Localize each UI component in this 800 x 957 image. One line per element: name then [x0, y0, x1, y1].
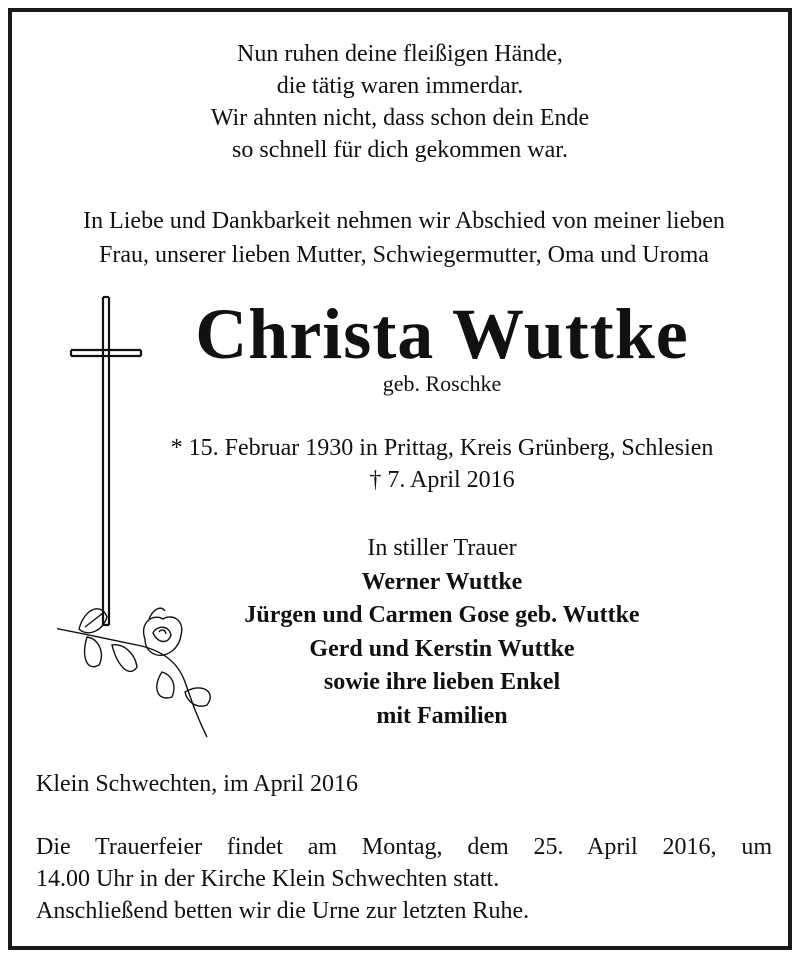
- deceased-name: Christa Wuttke: [195, 294, 689, 374]
- memorial-poem: [12, 38, 788, 166]
- life-dates: [112, 432, 772, 496]
- farewell-intro: [36, 204, 772, 272]
- notice-line: Anschließend betten wir die Urne zur letzten Ruhe.: [36, 898, 530, 924]
- poem-line: die tätig waren immerdar.: [276, 73, 524, 99]
- intro-line: Frau, unserer lieben Mutter, Schwiegermutter, Oma und Uroma: [99, 242, 709, 268]
- poem-line: Wir ahnten nicht, dass schon dein Ende: [210, 105, 590, 131]
- obituary-frame: [8, 8, 792, 950]
- mourning-heading: In stiller Trauer: [367, 535, 517, 561]
- place-and-date: Klein Schwechten, im April 2016: [36, 771, 358, 797]
- notice-line: Die Trauerfeier findet am Montag, dem 25. April 2016, um: [36, 834, 772, 860]
- death-date: † 7. April 2016: [369, 467, 515, 493]
- notice-line: 14.00 Uhr in der Kirche Klein Schwechten statt.: [36, 866, 500, 892]
- maiden-name: geb. Roschke: [382, 371, 502, 396]
- birth-date: * 15. Februar 1930 in Prittag, Kreis Grünberg, Schlesien: [170, 435, 714, 461]
- poem-line: Nun ruhen deine fleißigen Hände,: [237, 41, 563, 67]
- mourner-name: Jürgen und Carmen Gose geb. Wuttke: [244, 602, 640, 628]
- mourner-name: sowie ihre lieben Enkel: [323, 669, 561, 695]
- mourners-block: [112, 532, 772, 733]
- mourner-name: Werner Wuttke: [361, 568, 523, 595]
- poem-line: so schnell für dich gekommen war.: [232, 137, 568, 163]
- intro-line: In Liebe und Dankbarkeit nehmen wir Abschied von meiner lieben: [83, 208, 725, 234]
- mourner-name: mit Familien: [376, 702, 508, 729]
- funeral-notice: [36, 831, 772, 927]
- mourner-name: Gerd und Kerstin Wuttke: [309, 635, 575, 662]
